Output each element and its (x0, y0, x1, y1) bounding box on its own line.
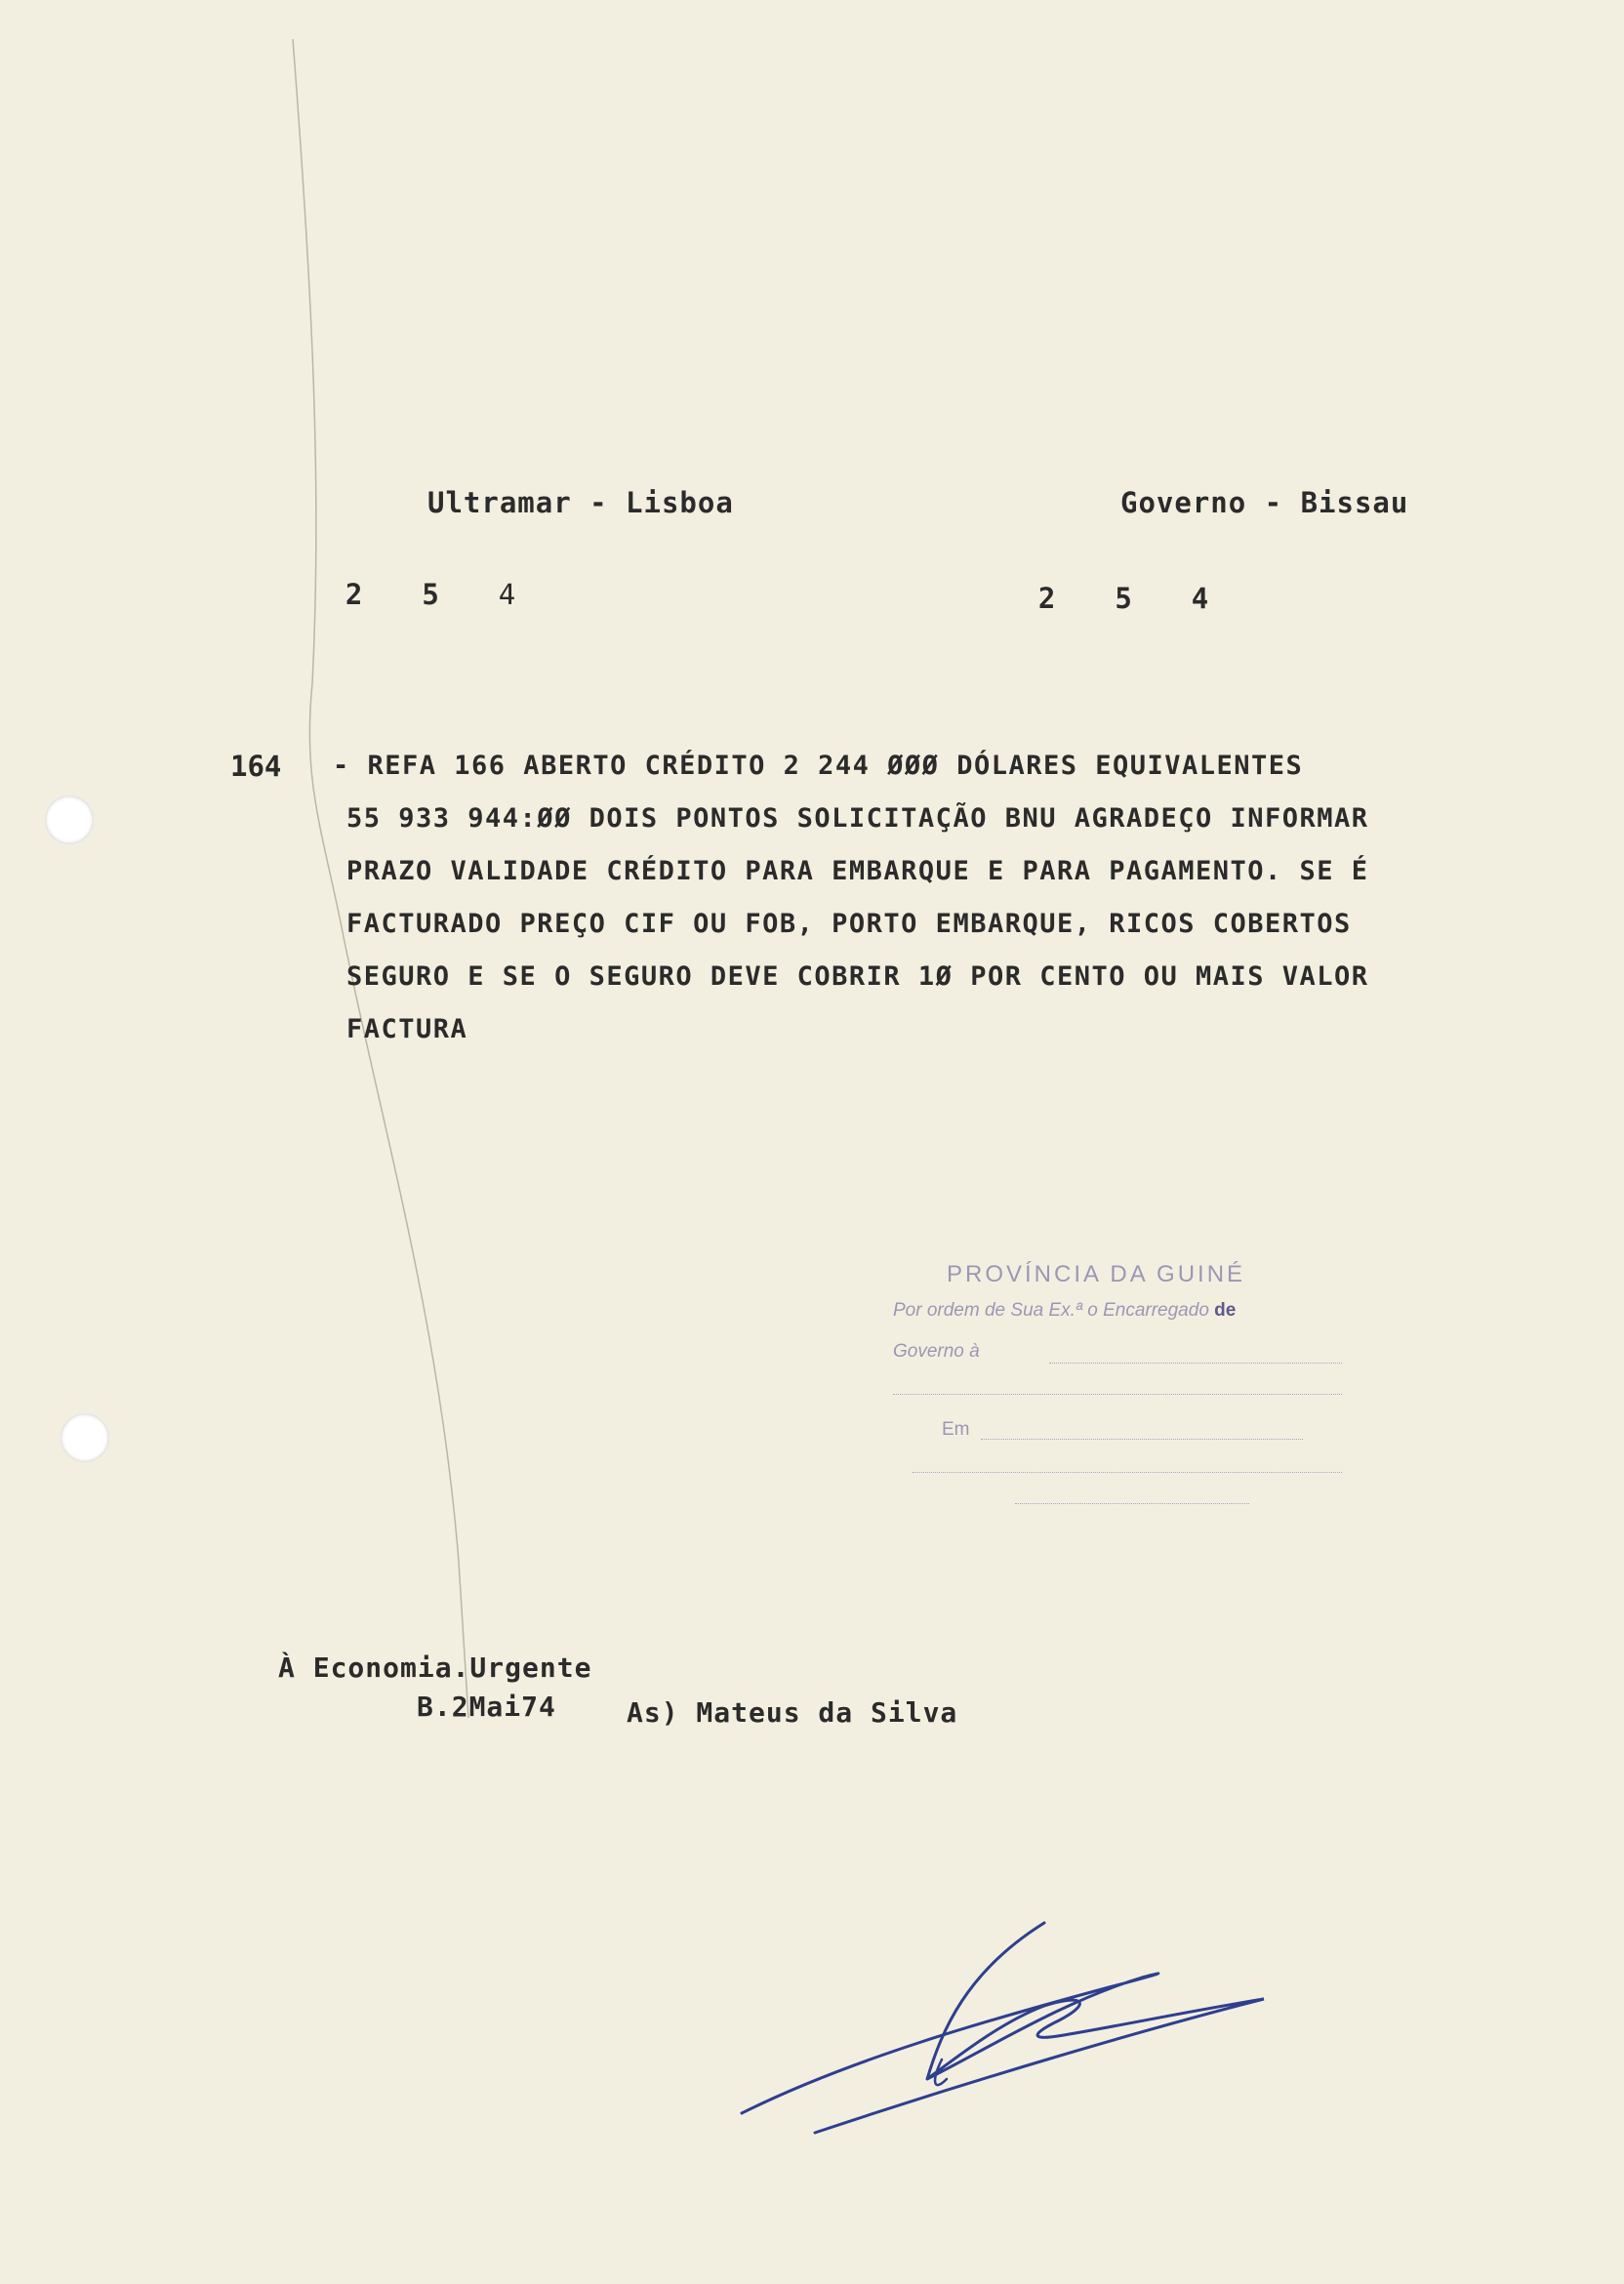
message-line: PRAZO VALIDADE CRÉDITO PARA EMBARQUE E PARA PAGAMENTO. SE É (346, 856, 1369, 886)
province-stamp (893, 1261, 1352, 1515)
stamp-rule (1049, 1363, 1342, 1364)
stamp-order-text: Por ordem de Sua Ex.ª o Encarregado (893, 1300, 1209, 1321)
stamp-rule (1015, 1503, 1249, 1504)
stamp-title: PROVÍNCIA DA GUINÉ (947, 1261, 1246, 1287)
header-destination: Governo - Bissau (1120, 486, 1409, 519)
digit: 2 (1037, 582, 1057, 615)
message-line: FACTURADO PREÇO CIF OU FOB, PORTO EMBARQUE, RICOS COBERTOS (346, 909, 1352, 939)
stamp-order-de: de (1214, 1300, 1237, 1321)
digit: 4 (1191, 582, 1210, 615)
signed-by: As) Mateus da Silva (627, 1696, 958, 1729)
punch-hole-top (45, 795, 94, 844)
stamp-rule (981, 1439, 1303, 1440)
stamp-rule (913, 1472, 1342, 1473)
header-destination-digits (966, 549, 1268, 648)
header-origin: Ultramar - Lisboa (427, 486, 734, 519)
message-line: 55 933 944:ØØ DOIS PONTOS SOLICITAÇÃO BNU AGRADEÇO INFORMAR (346, 803, 1369, 834)
punch-hole-bottom (61, 1413, 109, 1462)
message-number: 164 (230, 750, 282, 783)
digit: 4 (498, 578, 517, 611)
digit: 2 (345, 578, 364, 611)
stamp-order-line (893, 1300, 1236, 1322)
digit: 5 (1115, 582, 1133, 615)
handwritten-signature (732, 1913, 1279, 2167)
header-origin-digits (273, 545, 575, 644)
routing-note: À Economia.Urgente (278, 1652, 592, 1684)
stamp-government-line: Governo à (893, 1341, 980, 1362)
dispatch-date: B.2Mai74 (417, 1691, 556, 1723)
stamp-rule (893, 1394, 1342, 1395)
message-line: - REFA 166 ABERTO CRÉDITO 2 244 ØØØ DÓLARES EQUIVALENTES (333, 751, 1304, 781)
message-line: SEGURO E SE O SEGURO DEVE COBRIR 1Ø POR CENTO OU MAIS VALOR (346, 961, 1369, 992)
stamp-date-line: Em (942, 1419, 970, 1440)
message-line: FACTURA (346, 1014, 468, 1044)
digit: 5 (422, 578, 440, 611)
message-body (231, 740, 1500, 1056)
